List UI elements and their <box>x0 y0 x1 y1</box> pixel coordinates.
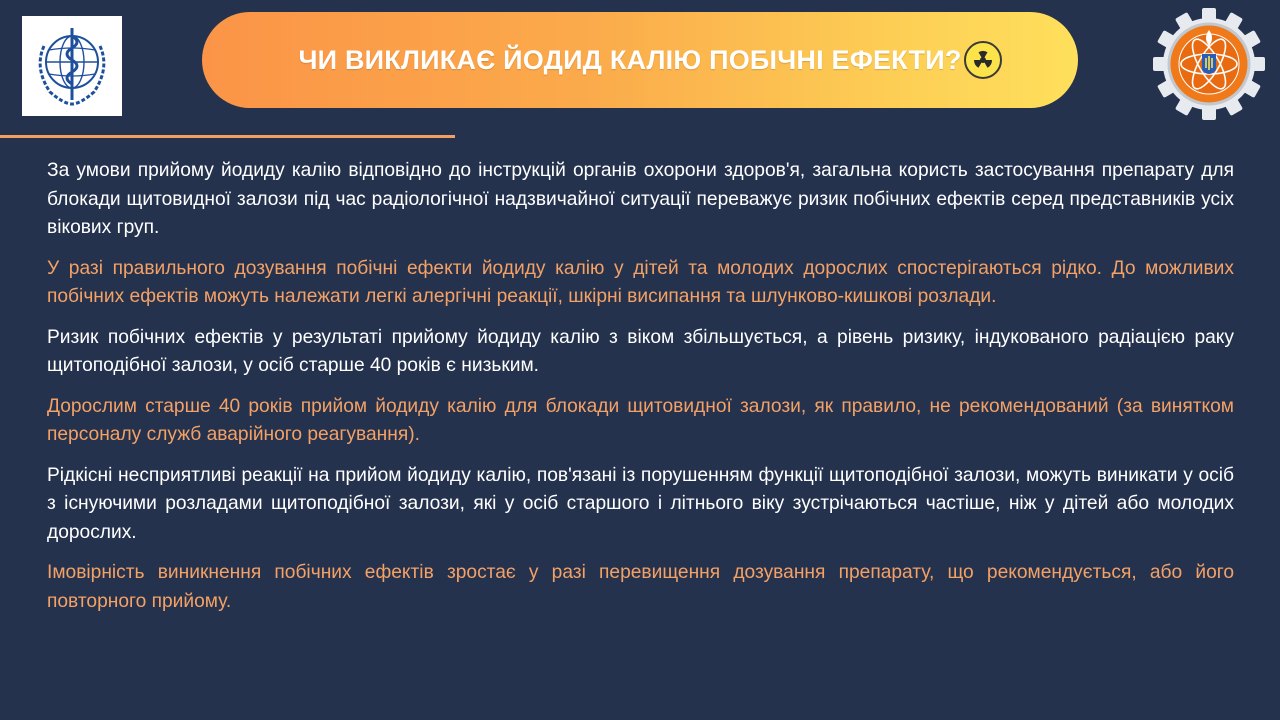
paragraph-side-effects-young: У разі правильного дозування побічні ефекти йодиду калію у дітей та молодих дорослих спостерігаються рідко. До можливих побічних ефектів можуть належати легкі алергічні реакції, шкірні висипання та шлунково-кишкові розлади. <box>47 257 1234 307</box>
radiation-hazard-icon <box>964 41 1002 84</box>
paragraph-benefit: За умови прийому йодиду калію відповідно до інструкцій органів охорони здоров'я, загальна користь застосування препарату для блокади щитовидної залози під час радіологічної надзвичайної ситуації переважує ризик побічних ефектів серед представників усіх вікових груп. <box>47 160 1234 238</box>
paragraph-risk-age: Ризик побічних ефектів у результаті прийому йодиду калію з віком збільшується, а рівень ризику, індукованого радіацією раку щитоподібної залози, у осіб старше 40 років є низьким. <box>47 326 1234 376</box>
radiation-institute-emblem-icon <box>1148 8 1270 120</box>
title-banner <box>202 12 1078 108</box>
title-divider <box>0 135 455 138</box>
paragraph-rare-reactions: Рідкісні несприятливі реакції на прийом йодиду калію, пов'язані із порушенням функції щитоподібної залози, можуть виникати у осіб з існуючими розладами щитоподібної залози, які у осіб старшого і літнього віку зустрічаються частіше, ніж у дітей або молодих дорослих. <box>47 464 1234 543</box>
page-title: ЧИ ВИКЛИКАЄ ЙОДИД КАЛІЮ ПОБІЧНІ ЕФЕКТИ? <box>298 44 962 75</box>
paragraph-overdose: Імовірність виникнення побічних ефектів зростає у разі перевищення дозування препарату, що рекомендується, або його повторного прийому. <box>47 562 1234 612</box>
paragraph-adults-over-40: Дорослим старше 40 років прийом йодиду калію для блокади щитовидної залози, як правило, не рекомендований (за винятком персоналу служб аварійного реагування). <box>47 395 1234 445</box>
who-emblem-icon <box>22 16 122 116</box>
article-body <box>47 157 1234 628</box>
